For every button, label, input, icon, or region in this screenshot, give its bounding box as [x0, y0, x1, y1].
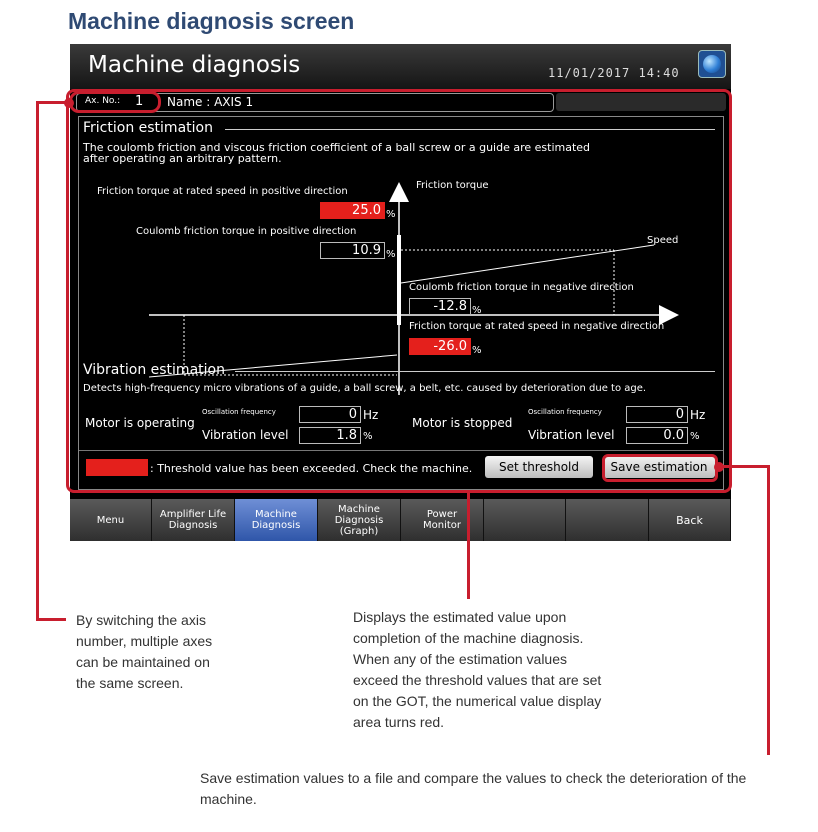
amplifier-life-label: Amplifier Life Diagnosis — [159, 509, 227, 531]
op-vib-unit: % — [363, 431, 373, 442]
speed-axis-label: Speed — [647, 235, 679, 246]
save-callout-h — [720, 465, 770, 468]
axis-number-label: Ax. No.: — [85, 96, 121, 106]
pos-rated-label: Friction torque at rated speed in positive direction — [97, 186, 348, 197]
op-osc-value: 0 — [299, 406, 361, 423]
axis-callout-v — [36, 101, 39, 621]
operating-label: Motor is operating — [85, 416, 195, 430]
page-heading: Machine diagnosis screen — [68, 8, 355, 34]
st-osc-value: 0 — [626, 406, 688, 423]
neg-coulomb-unit: % — [472, 305, 482, 316]
pos-coulomb-label: Coulomb friction torque in positive direction — [136, 226, 357, 237]
axis-number-input[interactable]: 1 — [135, 94, 144, 109]
power-monitor-button[interactable] — [401, 499, 484, 541]
set-threshold-button[interactable]: Set threshold — [485, 456, 593, 478]
st-vib-value: 0.0 — [626, 427, 688, 444]
neg-coulomb-value: -12.8 — [409, 298, 471, 315]
axis-callout-h1 — [36, 101, 66, 104]
back-button[interactable] — [649, 499, 731, 541]
axis-caption: By switching the axis number, multiple axes can be maintained on the same screen. — [76, 612, 213, 691]
estimate-caption: Displays the estimated value upon completion of the machine diagnosis. When any of the estimation values exceed the threshold values that are set on the GOT, the numerical value display area turns red. — [353, 609, 602, 730]
machine-diagnosis-button[interactable] — [235, 499, 318, 541]
op-vib-label: Vibration level — [202, 428, 289, 442]
st-vib-unit: % — [690, 431, 700, 442]
stopped-label: Motor is stopped — [412, 416, 513, 430]
op-vib-value: 1.8 — [299, 427, 361, 444]
save-callout-v — [767, 465, 770, 755]
globe-icon[interactable] — [698, 50, 726, 78]
estimation-highlight — [66, 89, 732, 493]
estimate-callout-v — [467, 493, 470, 599]
op-osc-label: Oscillation frequency — [202, 408, 276, 416]
st-osc-unit: Hz — [690, 408, 706, 422]
menu-blank-2[interactable] — [566, 499, 649, 541]
save-highlight — [602, 454, 718, 482]
screen-title: Machine diagnosis — [88, 52, 301, 78]
neg-rated-unit: % — [472, 345, 482, 356]
torque-axis-label: Friction torque — [416, 180, 489, 191]
pos-coulomb-value: 10.9 — [320, 242, 385, 259]
op-osc-unit: Hz — [363, 408, 379, 422]
save-caption: Save estimation values to a file and compare the values to check the deterioration of the machine. — [200, 770, 747, 807]
pos-rated-value: 25.0 — [320, 202, 385, 219]
machine-diagnosis-label: Machine Diagnosis — [251, 509, 301, 531]
menu-button-label: Menu — [96, 514, 125, 526]
st-osc-label: Oscillation frequency — [528, 408, 602, 416]
friction-description-2: after operating an arbitrary pattern. — [83, 152, 282, 165]
threshold-note: : Threshold value has been exceeded. Check the machine. — [150, 462, 473, 475]
back-button-label: Back — [676, 513, 703, 527]
st-vib-label: Vibration level — [528, 428, 615, 442]
neg-rated-label: Friction torque at rated speed in negative direction — [409, 321, 665, 332]
axis-name: Name : AXIS 1 — [167, 95, 254, 109]
neg-rated-value: -26.0 — [409, 338, 471, 355]
machine-diagnosis-graph-label: Machine Diagnosis (Graph) — [334, 503, 384, 537]
amplifier-life-diagnosis-button[interactable] — [152, 499, 235, 541]
save-estimation-button[interactable]: Save estimation — [603, 456, 715, 478]
power-monitor-label: Power Monitor — [422, 509, 461, 531]
axis-highlight — [69, 91, 161, 113]
machine-diagnosis-graph-button[interactable] — [318, 499, 401, 541]
menu-button[interactable] — [70, 499, 152, 541]
neg-coulomb-label: Coulomb friction torque in negative direction — [409, 282, 634, 293]
vibration-description: Detects high-frequency micro vibrations of a guide, a ball screw, a belt, etc. caused by deterioration due to age. — [83, 383, 647, 394]
vibration-title: Vibration estimation — [83, 362, 225, 378]
pos-rated-unit: % — [386, 209, 396, 220]
friction-description-1: The coulomb friction and viscous friction coefficient of a ball screw or a guide are estimated — [83, 141, 591, 154]
title-bar — [70, 44, 731, 89]
menu-blank-1[interactable] — [484, 499, 566, 541]
axis-callout-h2 — [36, 618, 66, 621]
datetime: 11/01/2017 14:40 — [548, 66, 680, 80]
pos-coulomb-unit: % — [386, 249, 396, 260]
friction-title: Friction estimation — [83, 120, 213, 136]
